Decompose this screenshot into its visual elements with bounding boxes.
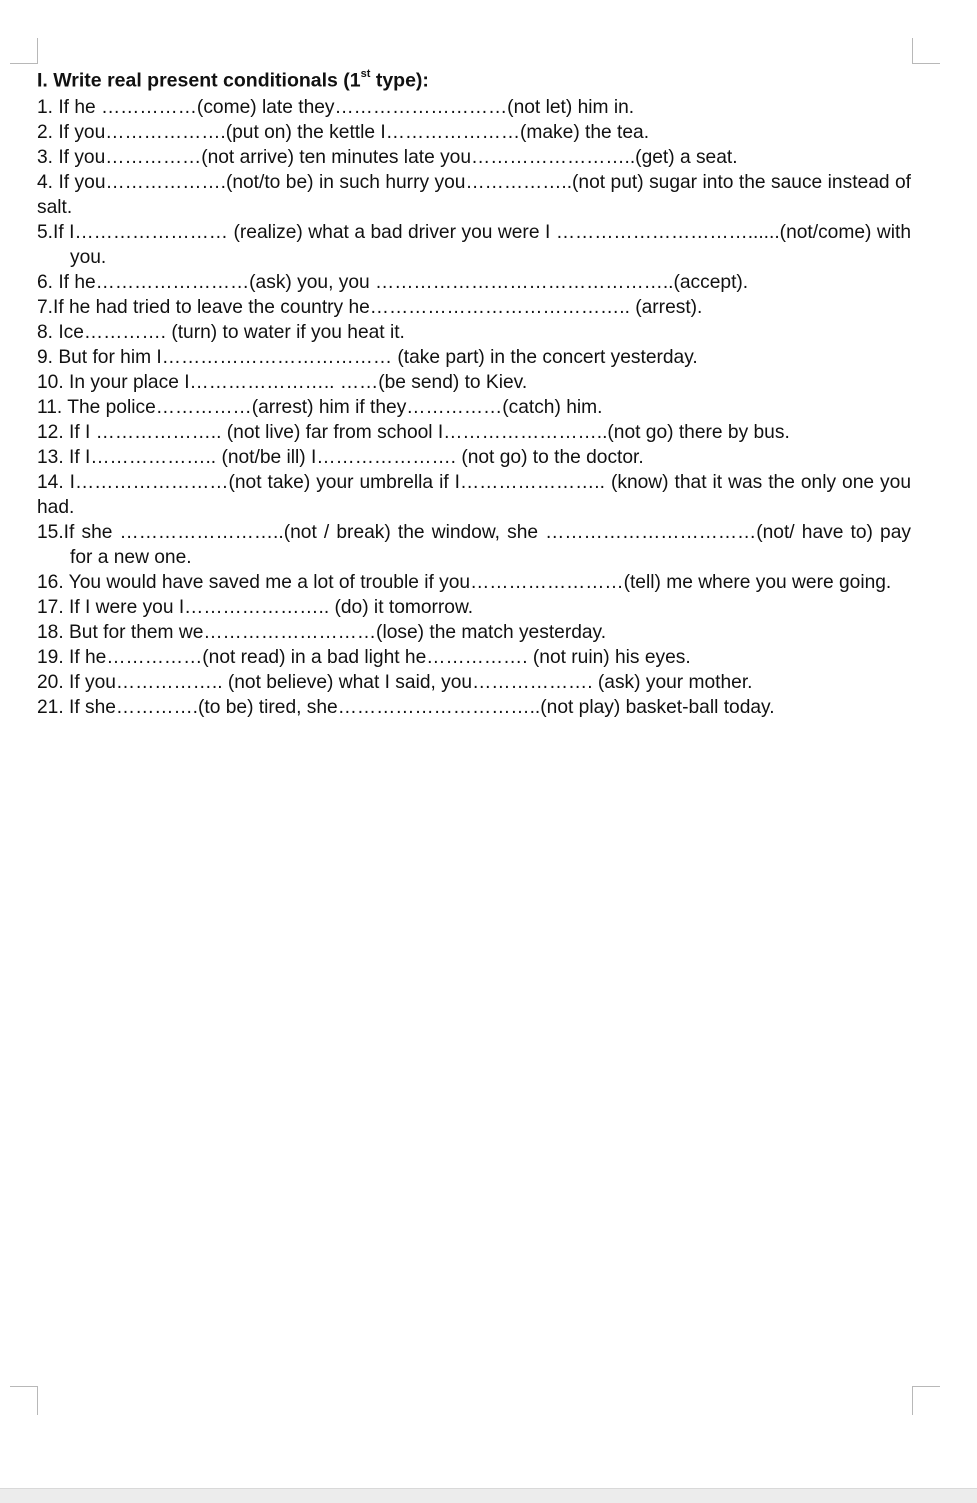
crop-mark-bottom-right	[912, 1386, 940, 1415]
exercise-body	[37, 62, 911, 720]
exercise-item-15-main: 15.If she ……………………..(not / break) the window, she ……………………………(not/ have to) pay	[37, 521, 911, 543]
exercise-item-5-main: 5.If I…………………… (realize) what a bad driver you were I …………………………......(not/come) with	[37, 221, 911, 243]
exercise-title	[37, 62, 911, 95]
crop-mark-bottom-left	[10, 1386, 38, 1415]
crop-mark-top-left	[10, 38, 38, 64]
exercise-item-20: 20. If you…………….. (not believe) what I said, you………………. (ask) your mother.	[37, 671, 753, 693]
exercise-item-14: 14. I……………………(not take) your umbrella if I………………….. (know) that it was the only one you had.	[37, 471, 911, 518]
exercise-item-6: 6. If he……………………(ask) you, you ………………………………………..(accept).	[37, 271, 749, 293]
exercise-item-13: 13. If I……………….. (not/be ill) I…………………. (not go) to the doctor.	[37, 446, 644, 468]
title-superscript: st	[360, 68, 371, 80]
exercise-item-11: 11. The police……………(arrest) him if they……………(catch) him.	[37, 396, 603, 418]
exercise-item-8: 8. Ice…………. (turn) to water if you heat it.	[37, 321, 405, 343]
exercise-item-12: 12. If I ……………….. (not live) far from school I……………………..(not go) there by bus.	[37, 421, 790, 443]
title-prefix: I. Write real present conditionals (1	[37, 69, 361, 92]
exercise-item-15	[37, 520, 911, 570]
exercise-item-5-cont: you.	[70, 246, 107, 268]
exercise-item-5	[37, 220, 911, 270]
exercise-item-3: 3. If you……………(not arrive) ten minutes late you……………………..(get) a seat.	[37, 146, 738, 168]
title-suffix: type):	[370, 69, 429, 92]
crop-mark-top-right	[912, 38, 940, 64]
exercise-item-9: 9. But for him I……………………………… (take part) in the concert yesterday.	[37, 346, 698, 368]
exercise-item-17: 17. If I were you I………………….. (do) it tomorrow.	[37, 596, 474, 618]
exercise-item-10: 10. In your place I………………….. ……(be send) to Kiev.	[37, 371, 528, 393]
exercise-item-7: 7.If he had tried to leave the country he………………………………….. (arrest).	[37, 296, 703, 318]
exercise-item-18: 18. But for them we………………………(lose) the match yesterday.	[37, 621, 607, 643]
exercise-item-4: 4. If you……………….(not/to be) in such hurry you……………..(not put) sugar into the sauce instead of salt.	[37, 171, 911, 218]
exercise-item-2: 2. If you……………….(put on) the kettle I…………………(make) the tea.	[37, 121, 650, 143]
exercise-item-19: 19. If he……………(not read) in a bad light he……………. (not ruin) his eyes.	[37, 646, 691, 668]
exercise-item-1: 1. If he ……………(come) late they………………………(not let) him in.	[37, 96, 635, 118]
exercise-item-15-cont: for a new one.	[70, 546, 192, 568]
page-bottom-edge	[0, 1488, 977, 1503]
exercise-item-21: 21. If she………….(to be) tired, she…………………………..(not play) basket-ball today.	[37, 696, 775, 718]
exercise-item-16: 16. You would have saved me a lot of trouble if you……………………(tell) me where you were going.	[37, 571, 892, 593]
